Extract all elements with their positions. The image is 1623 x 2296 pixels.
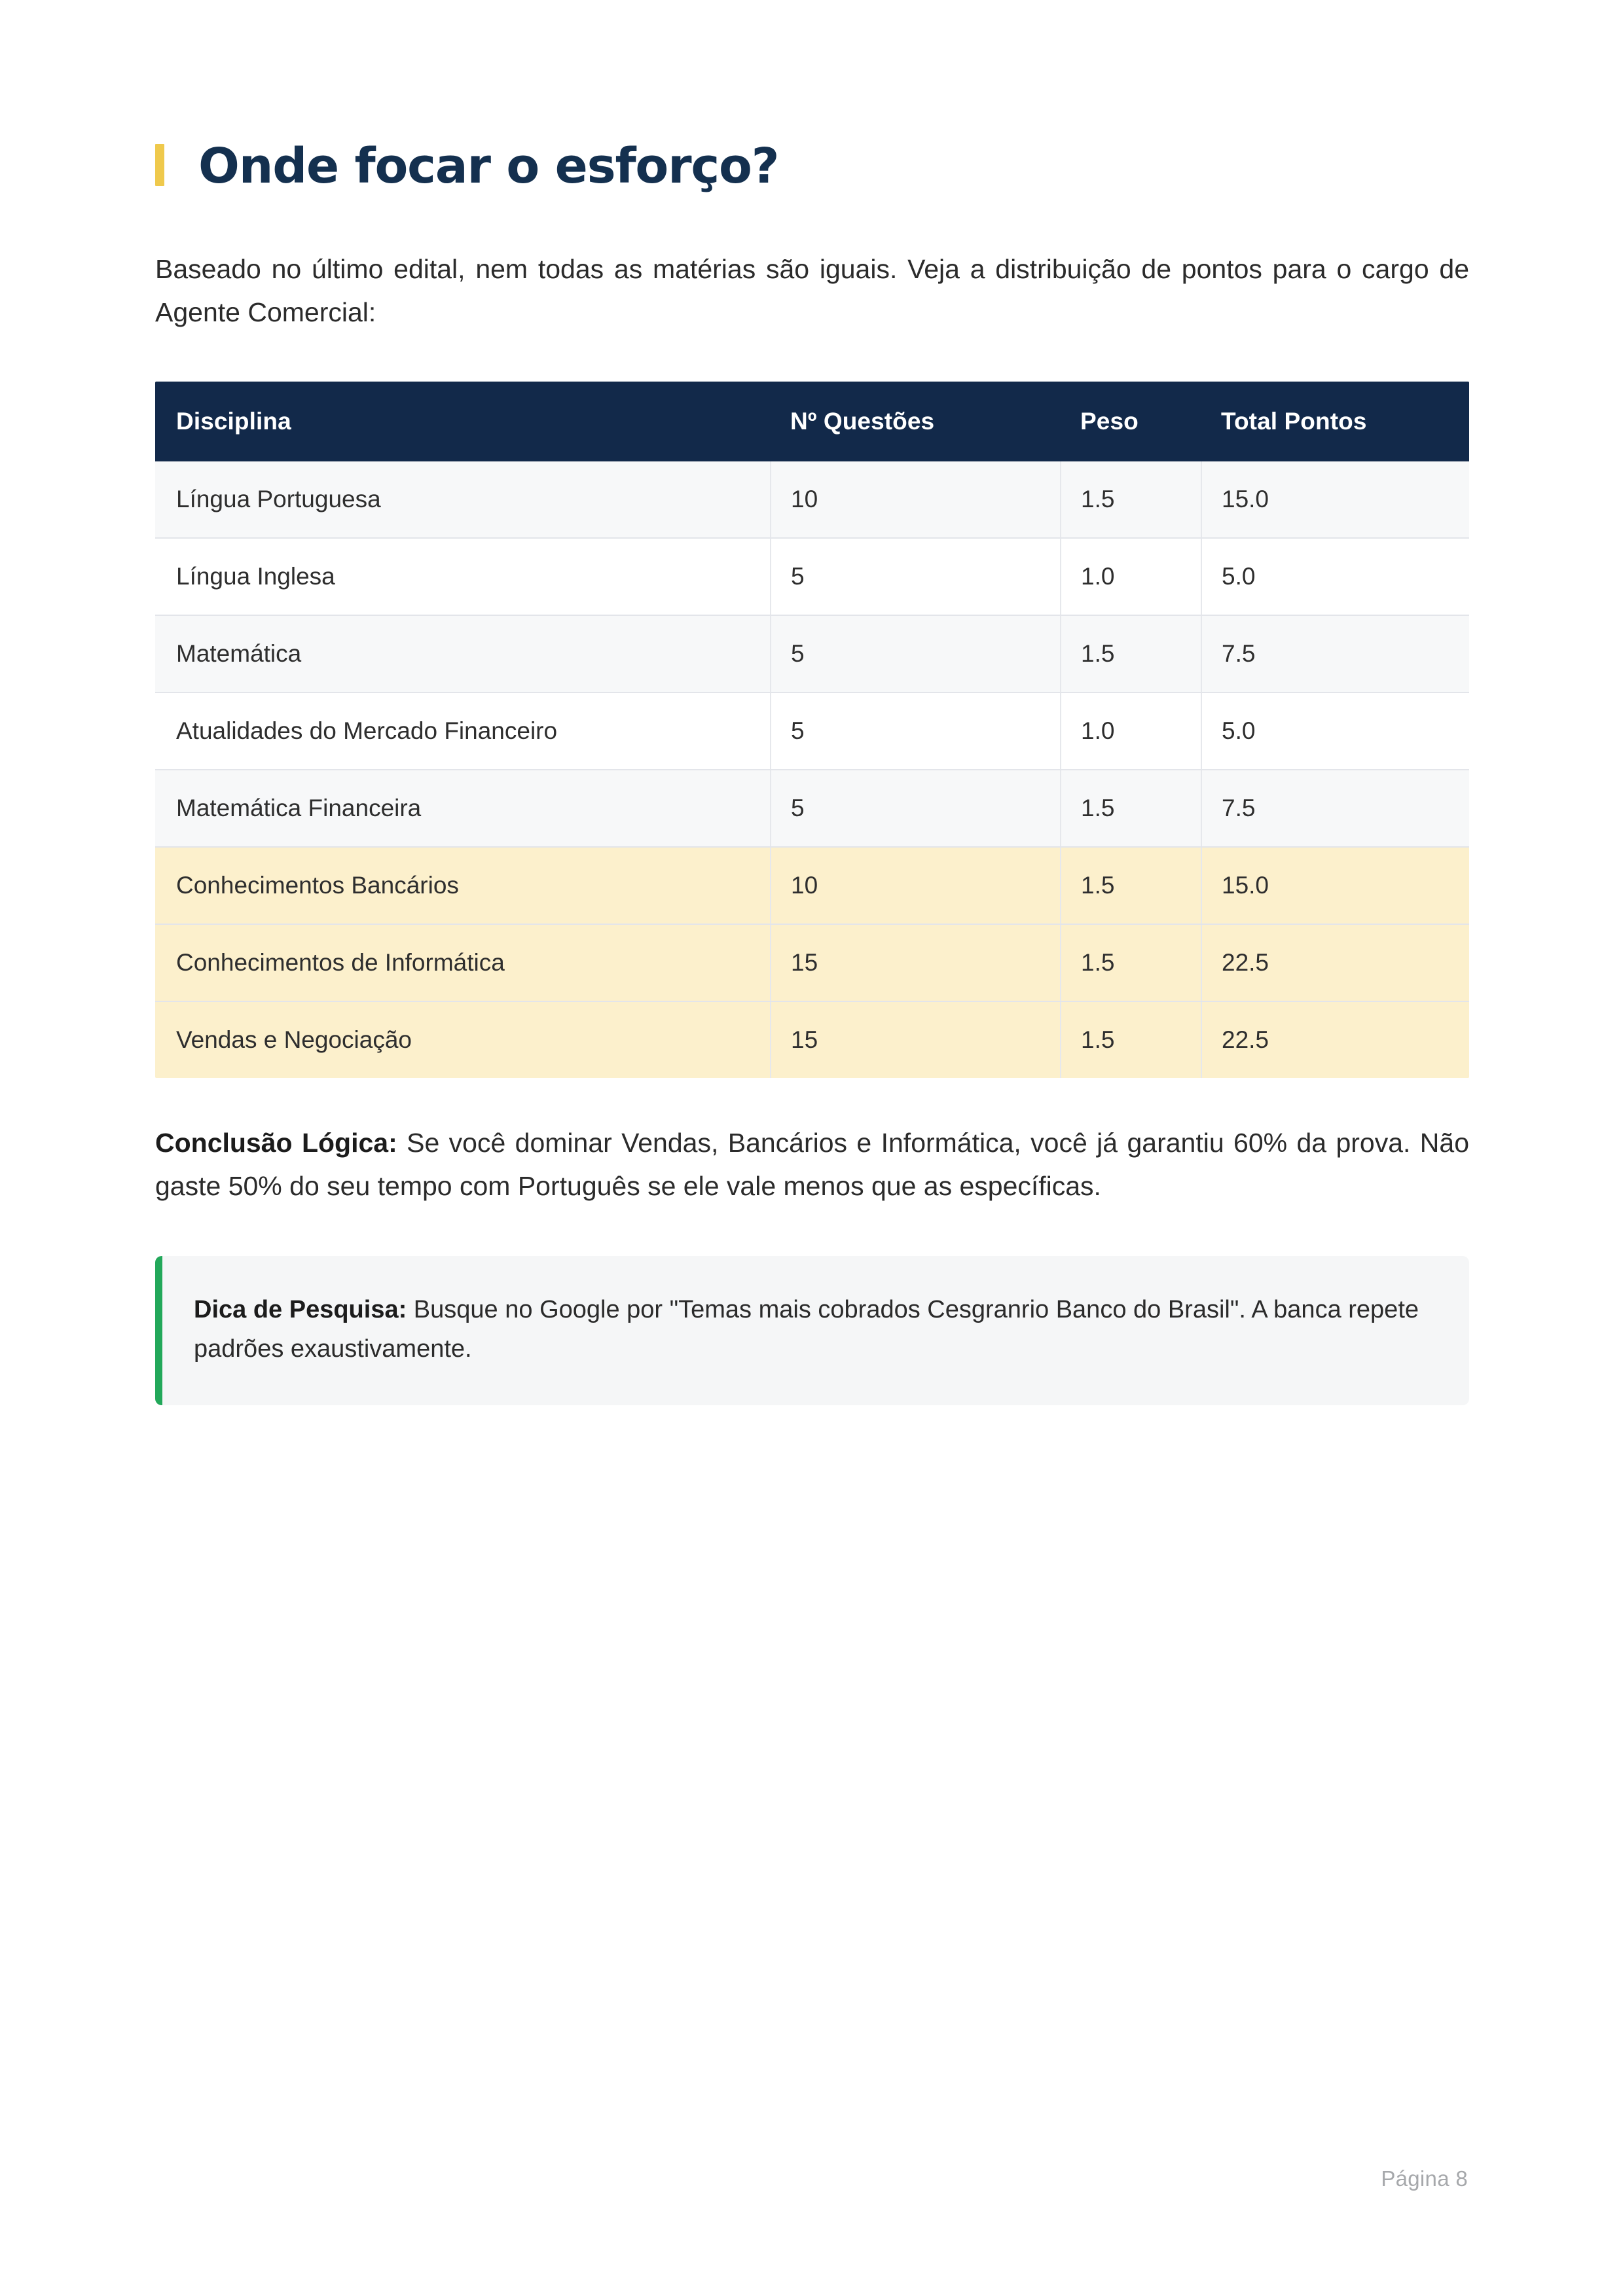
cell-total-pontos: 7.5 [1201, 615, 1469, 692]
research-tip-callout [155, 1256, 1469, 1405]
table-header [155, 382, 1469, 461]
cell-total-pontos: 22.5 [1201, 1001, 1469, 1078]
points-distribution-table [155, 382, 1469, 1078]
conclusion-label: Conclusão Lógica: [155, 1127, 397, 1158]
conclusion-text: Se você dominar Vendas, Bancários e Informática, você já garantiu 60% da prova. Não gaste 50% do seu tempo com Português se ele vale menos que as específicas. [155, 1127, 1469, 1201]
column-header-disciplina: Disciplina [155, 382, 771, 461]
cell-disciplina: Conhecimentos de Informática [155, 924, 771, 1001]
cell-disciplina: Matemática [155, 615, 771, 692]
table-row [155, 1001, 1469, 1078]
table-row [155, 770, 1469, 847]
cell-disciplina: Língua Portuguesa [155, 461, 771, 538]
cell-disciplina: Conhecimentos Bancários [155, 847, 771, 924]
cell-peso: 1.5 [1061, 461, 1201, 538]
page-content [155, 138, 1469, 1405]
table-row [155, 538, 1469, 615]
cell-disciplina: Língua Inglesa [155, 538, 771, 615]
cell-total-pontos: 22.5 [1201, 924, 1469, 1001]
title-accent-bar [155, 144, 164, 186]
callout-label: Dica de Pesquisa: [194, 1296, 407, 1324]
cell-peso: 1.0 [1061, 538, 1201, 615]
cell-disciplina: Matemática Financeira [155, 770, 771, 847]
column-header-total-pontos: Total Pontos [1201, 382, 1469, 461]
points-table-wrapper [155, 382, 1469, 1078]
cell-questoes: 5 [771, 615, 1061, 692]
table-header-row [155, 382, 1469, 461]
cell-disciplina: Vendas e Negociação [155, 1001, 771, 1078]
cell-peso: 1.5 [1061, 924, 1201, 1001]
cell-peso: 1.5 [1061, 615, 1201, 692]
table-row [155, 692, 1469, 770]
cell-questoes: 5 [771, 692, 1061, 770]
table-body [155, 461, 1469, 1078]
table-row [155, 924, 1469, 1001]
cell-total-pontos: 5.0 [1201, 692, 1469, 770]
cell-questoes: 15 [771, 924, 1061, 1001]
column-header-questoes: Nº Questões [771, 382, 1061, 461]
conclusion-paragraph [155, 1121, 1469, 1208]
cell-peso: 1.0 [1061, 692, 1201, 770]
cell-disciplina: Atualidades do Mercado Financeiro [155, 692, 771, 770]
cell-questoes: 5 [771, 770, 1061, 847]
table-row [155, 847, 1469, 924]
cell-peso: 1.5 [1061, 847, 1201, 924]
cell-total-pontos: 7.5 [1201, 770, 1469, 847]
page-title-block [155, 138, 1469, 194]
page-title: Onde focar o esforço? [198, 138, 779, 194]
cell-questoes: 5 [771, 538, 1061, 615]
column-header-peso: Peso [1061, 382, 1201, 461]
cell-total-pontos: 15.0 [1201, 847, 1469, 924]
cell-questoes: 10 [771, 847, 1061, 924]
cell-questoes: 10 [771, 461, 1061, 538]
cell-total-pontos: 15.0 [1201, 461, 1469, 538]
cell-total-pontos: 5.0 [1201, 538, 1469, 615]
cell-peso: 1.5 [1061, 770, 1201, 847]
intro-paragraph: Baseado no último edital, nem todas as matérias são iguais. Veja a distribuição de pontos para o cargo de Agente Comercial: [155, 253, 1469, 328]
table-row [155, 461, 1469, 538]
cell-peso: 1.5 [1061, 1001, 1201, 1078]
table-row [155, 615, 1469, 692]
callout-text: Busque no Google por "Temas mais cobrados Cesgranrio Banco do Brasil". A banca repete padrões exaustivamente. [194, 1296, 1419, 1363]
cell-questoes: 15 [771, 1001, 1061, 1078]
page-number-footer: Página 8 [1381, 2166, 1468, 2191]
